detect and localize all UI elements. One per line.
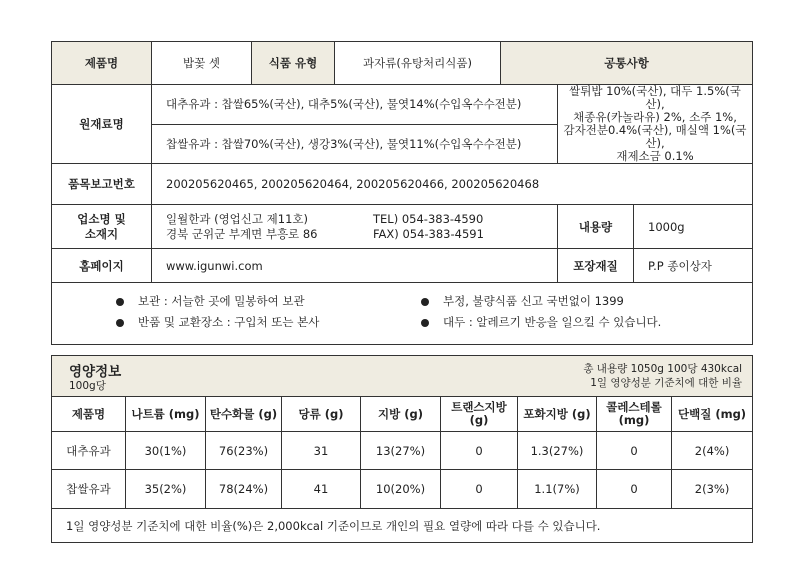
nutrition-footnote-row (52, 509, 753, 543)
company-name: 일월한과 (영업신고 제11호) (166, 211, 309, 226)
nutrition-table (51, 355, 753, 543)
header-cell: 지방 (g) (361, 397, 441, 432)
header-cell: 단백질 (mg) (672, 397, 753, 432)
common-line: 쌀튀밥 10%(국산), 대두 1.5%(국산), (569, 84, 741, 111)
header-cell: 트랜스지방(g) (441, 397, 518, 432)
table-cell: 0 (441, 470, 518, 509)
nutrition-title-row (52, 356, 753, 397)
table-row (52, 470, 753, 509)
product-name-value: 밥꽃 셋 (152, 42, 252, 85)
package-value: P.P 종이상자 (634, 249, 753, 283)
ingredients-label: 원재료명 (52, 85, 152, 164)
content-value: 1000g (634, 205, 753, 249)
bullet-icon (421, 298, 429, 306)
common-line: 채종유(카놀라유) 2%, 소주 1%, (573, 110, 737, 124)
company-label (52, 205, 152, 249)
table-cell: 1.1(7%) (518, 470, 597, 509)
header-cell: 콜레스테롤 (mg) (597, 397, 672, 432)
bullet-icon (116, 319, 124, 327)
note-text: 대두 : 알레르기 반응을 일으킬 수 있습니다. (443, 315, 662, 329)
notes-cell (52, 283, 753, 345)
row-notes (52, 283, 753, 345)
note-item (421, 312, 726, 333)
row-ingredients-1 (52, 85, 753, 125)
table-cell: 31 (282, 432, 361, 470)
company-line-2 (166, 227, 551, 242)
homepage-label: 홈페이지 (52, 249, 152, 283)
row-product-name (52, 42, 753, 85)
food-type-value: 과자류(유탕처리식품) (335, 42, 501, 85)
homepage-link[interactable]: www.igunwi.com (152, 249, 558, 283)
nutrition-header-row (52, 397, 753, 432)
table-cell: 35(2%) (126, 470, 206, 509)
table-cell: 13(27%) (361, 432, 441, 470)
company-tel: TEL) 054-383-4590 (373, 211, 484, 226)
table-cell: 찹쌀유과 (52, 470, 126, 509)
note-item (421, 291, 726, 312)
table-cell: 30(1%) (126, 432, 206, 470)
nutrition-footnote: 1일 영양성분 기준치에 대한 비율(%)은 2,000kcal 기준이므로 개인의 필요 열량에 따라 다를 수 있습니다. (52, 509, 753, 543)
ingredient-1: 대추유과 : 찹쌀65%(국산), 대추5%(국산), 물엿14%(수입옥수수전분) (152, 85, 558, 125)
header-cell: 탄수화물 (g) (206, 397, 282, 432)
table-cell: 2(3%) (672, 470, 753, 509)
common-line: 재제소금 0.1% (616, 149, 694, 163)
table-cell: 0 (597, 470, 672, 509)
notes-list (52, 283, 752, 333)
table-cell: 10(20%) (361, 470, 441, 509)
bullet-icon (116, 298, 124, 306)
table-cell: 78(24%) (206, 470, 282, 509)
content-label: 내용량 (558, 205, 634, 249)
nutrition-summary-2: 1일 영양성분 기준치에 대한 비율 (590, 377, 743, 389)
table-cell: 0 (597, 432, 672, 470)
table-cell: 0 (441, 432, 518, 470)
table-cell: 2(4%) (672, 432, 753, 470)
row-report-no (52, 164, 753, 205)
note-text: 보관 : 서늘한 곳에 밀봉하여 보관 (138, 294, 305, 308)
company-fax: FAX) 054-383-4591 (373, 226, 484, 241)
company-info (152, 205, 558, 249)
header-cell: 당류 (g) (282, 397, 361, 432)
table-row (52, 432, 753, 470)
header-cell: 포화지방 (g) (518, 397, 597, 432)
note-text: 반품 및 교환장소 : 구입처 또는 본사 (138, 315, 320, 329)
nutrition-title-cell (52, 356, 753, 397)
nutrition-title: 영양정보 (69, 364, 122, 380)
table-cell: 대추유과 (52, 432, 126, 470)
common-ingredients (558, 85, 753, 164)
ingredient-2: 찹쌀유과 : 찹쌀70%(국산), 생강3%(국산), 물엿11%(수입옥수수전분) (152, 124, 558, 164)
table-cell: 1.3(27%) (518, 432, 597, 470)
company-line-1 (166, 212, 551, 227)
header-cell: 제품명 (52, 397, 126, 432)
row-homepage (52, 249, 753, 283)
row-company (52, 205, 753, 249)
note-text: 부정, 불량식품 신고 국번없이 1399 (443, 294, 624, 308)
company-address: 경북 군위군 부계면 부흥로 86 (166, 226, 318, 241)
report-no-value: 200205620465, 200205620464, 200205620466, 200205620468 (152, 164, 753, 205)
report-no-label: 품목보고번호 (52, 164, 152, 205)
bullet-icon (421, 319, 429, 327)
note-item (116, 291, 421, 312)
nutrition-summary-1: 총 내용량 1050g 100당 430kcal (583, 363, 743, 375)
package-label: 포장재질 (558, 249, 634, 283)
product-info-table (51, 41, 753, 345)
food-type-label: 식품 유형 (252, 42, 335, 85)
table-cell: 41 (282, 470, 361, 509)
common-line: 감자전분0.4%(국산), 매실액 1%(국산), (563, 123, 747, 150)
company-label-line: 소재지 (84, 226, 119, 241)
nutrition-per: 100g당 (69, 380, 106, 392)
note-item (116, 312, 421, 333)
company-label-line: 업소명 및 (77, 211, 126, 226)
header-cell: 나트륨 (mg) (126, 397, 206, 432)
table-cell: 76(23%) (206, 432, 282, 470)
nutrition-summary (583, 362, 742, 390)
common-label: 공통사항 (501, 42, 753, 85)
product-name-label: 제품명 (52, 42, 152, 85)
